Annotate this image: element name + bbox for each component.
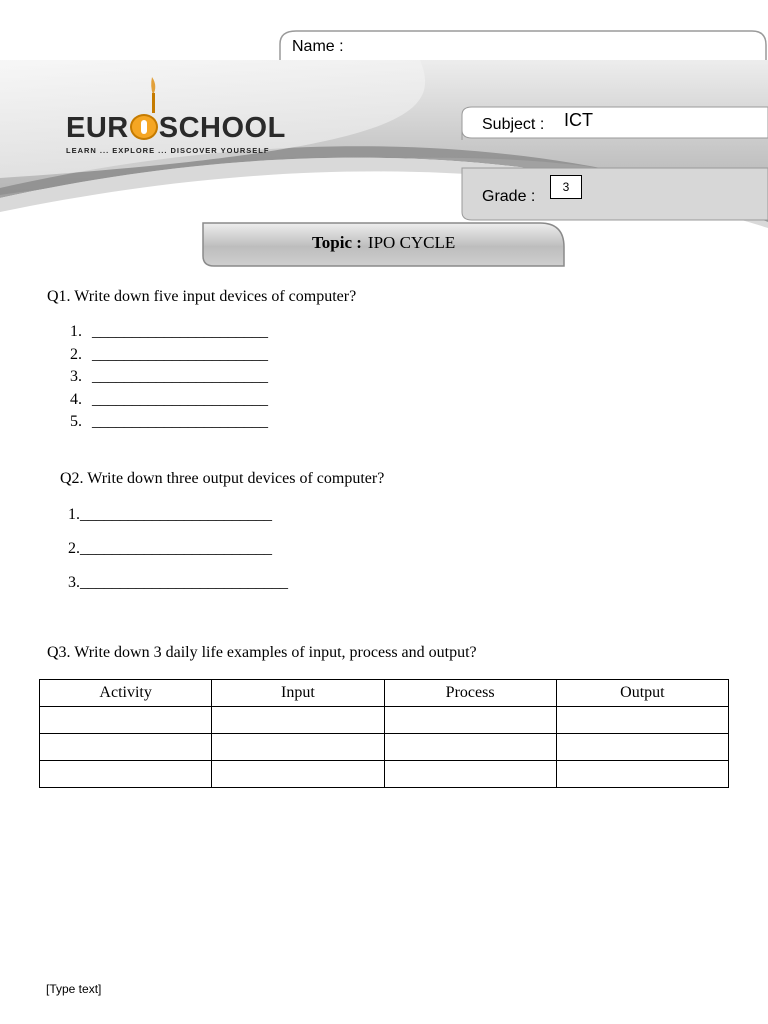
list-item[interactable]: 4. ______________________ bbox=[70, 390, 268, 408]
topic-heading bbox=[312, 233, 455, 253]
q1-answer-list bbox=[70, 323, 268, 436]
q2-answer-line-2[interactable]: 2.________________________ bbox=[68, 540, 272, 557]
header-output: Output bbox=[556, 680, 728, 707]
logo-brand-left: EUR bbox=[66, 112, 129, 144]
table-row bbox=[40, 761, 729, 788]
table-cell[interactable] bbox=[40, 734, 212, 761]
table-row bbox=[40, 734, 729, 761]
table-header-row bbox=[40, 680, 729, 707]
header-activity: Activity bbox=[40, 680, 212, 707]
list-item[interactable]: 2. ______________________ bbox=[70, 345, 268, 363]
ipo-table bbox=[39, 679, 729, 788]
table-cell[interactable] bbox=[212, 734, 384, 761]
table-cell[interactable] bbox=[212, 761, 384, 788]
table-cell[interactable] bbox=[556, 761, 728, 788]
table-cell[interactable] bbox=[212, 707, 384, 734]
list-item[interactable]: 1. ______________________ bbox=[70, 323, 268, 340]
q3-question: Q3. Write down 3 daily life examples of input, process and output? bbox=[47, 644, 477, 661]
table-cell[interactable] bbox=[40, 761, 212, 788]
table-cell[interactable] bbox=[556, 734, 728, 761]
table-cell[interactable] bbox=[384, 707, 556, 734]
logo-brand-right: SCHOOL bbox=[158, 112, 286, 144]
table-cell[interactable] bbox=[384, 761, 556, 788]
grade-label: Grade : bbox=[482, 188, 536, 205]
logo-tagline: LEARN ... EXPLORE ... DISCOVER YOURSELF bbox=[66, 146, 270, 155]
topic-label: Topic : bbox=[312, 233, 362, 252]
school-logo bbox=[66, 112, 286, 155]
list-item[interactable]: 3. ______________________ bbox=[70, 368, 268, 385]
q2-answer-line-3[interactable]: 3.__________________________ bbox=[68, 574, 288, 591]
subject-value[interactable]: ICT bbox=[564, 110, 593, 130]
table-cell[interactable] bbox=[40, 707, 212, 734]
q2-question: Q2. Write down three output devices of computer? bbox=[60, 470, 385, 487]
table-row bbox=[40, 707, 729, 734]
list-item[interactable]: 5. ______________________ bbox=[70, 413, 268, 430]
subject-label: Subject : bbox=[482, 116, 545, 133]
grade-value[interactable]: 3 bbox=[550, 175, 582, 199]
header-process: Process bbox=[384, 680, 556, 707]
header-input: Input bbox=[212, 680, 384, 707]
q1-question: Q1. Write down five input devices of computer? bbox=[47, 288, 357, 305]
table-cell[interactable] bbox=[556, 707, 728, 734]
table-cell[interactable] bbox=[384, 734, 556, 761]
logo-emblem-icon bbox=[130, 114, 158, 140]
topic-value: IPO CYCLE bbox=[367, 233, 456, 252]
q2-answer-line-1[interactable]: 1.________________________ bbox=[68, 506, 272, 523]
name-label: Name : bbox=[292, 38, 344, 55]
footer-placeholder: [Type text] bbox=[46, 982, 102, 996]
